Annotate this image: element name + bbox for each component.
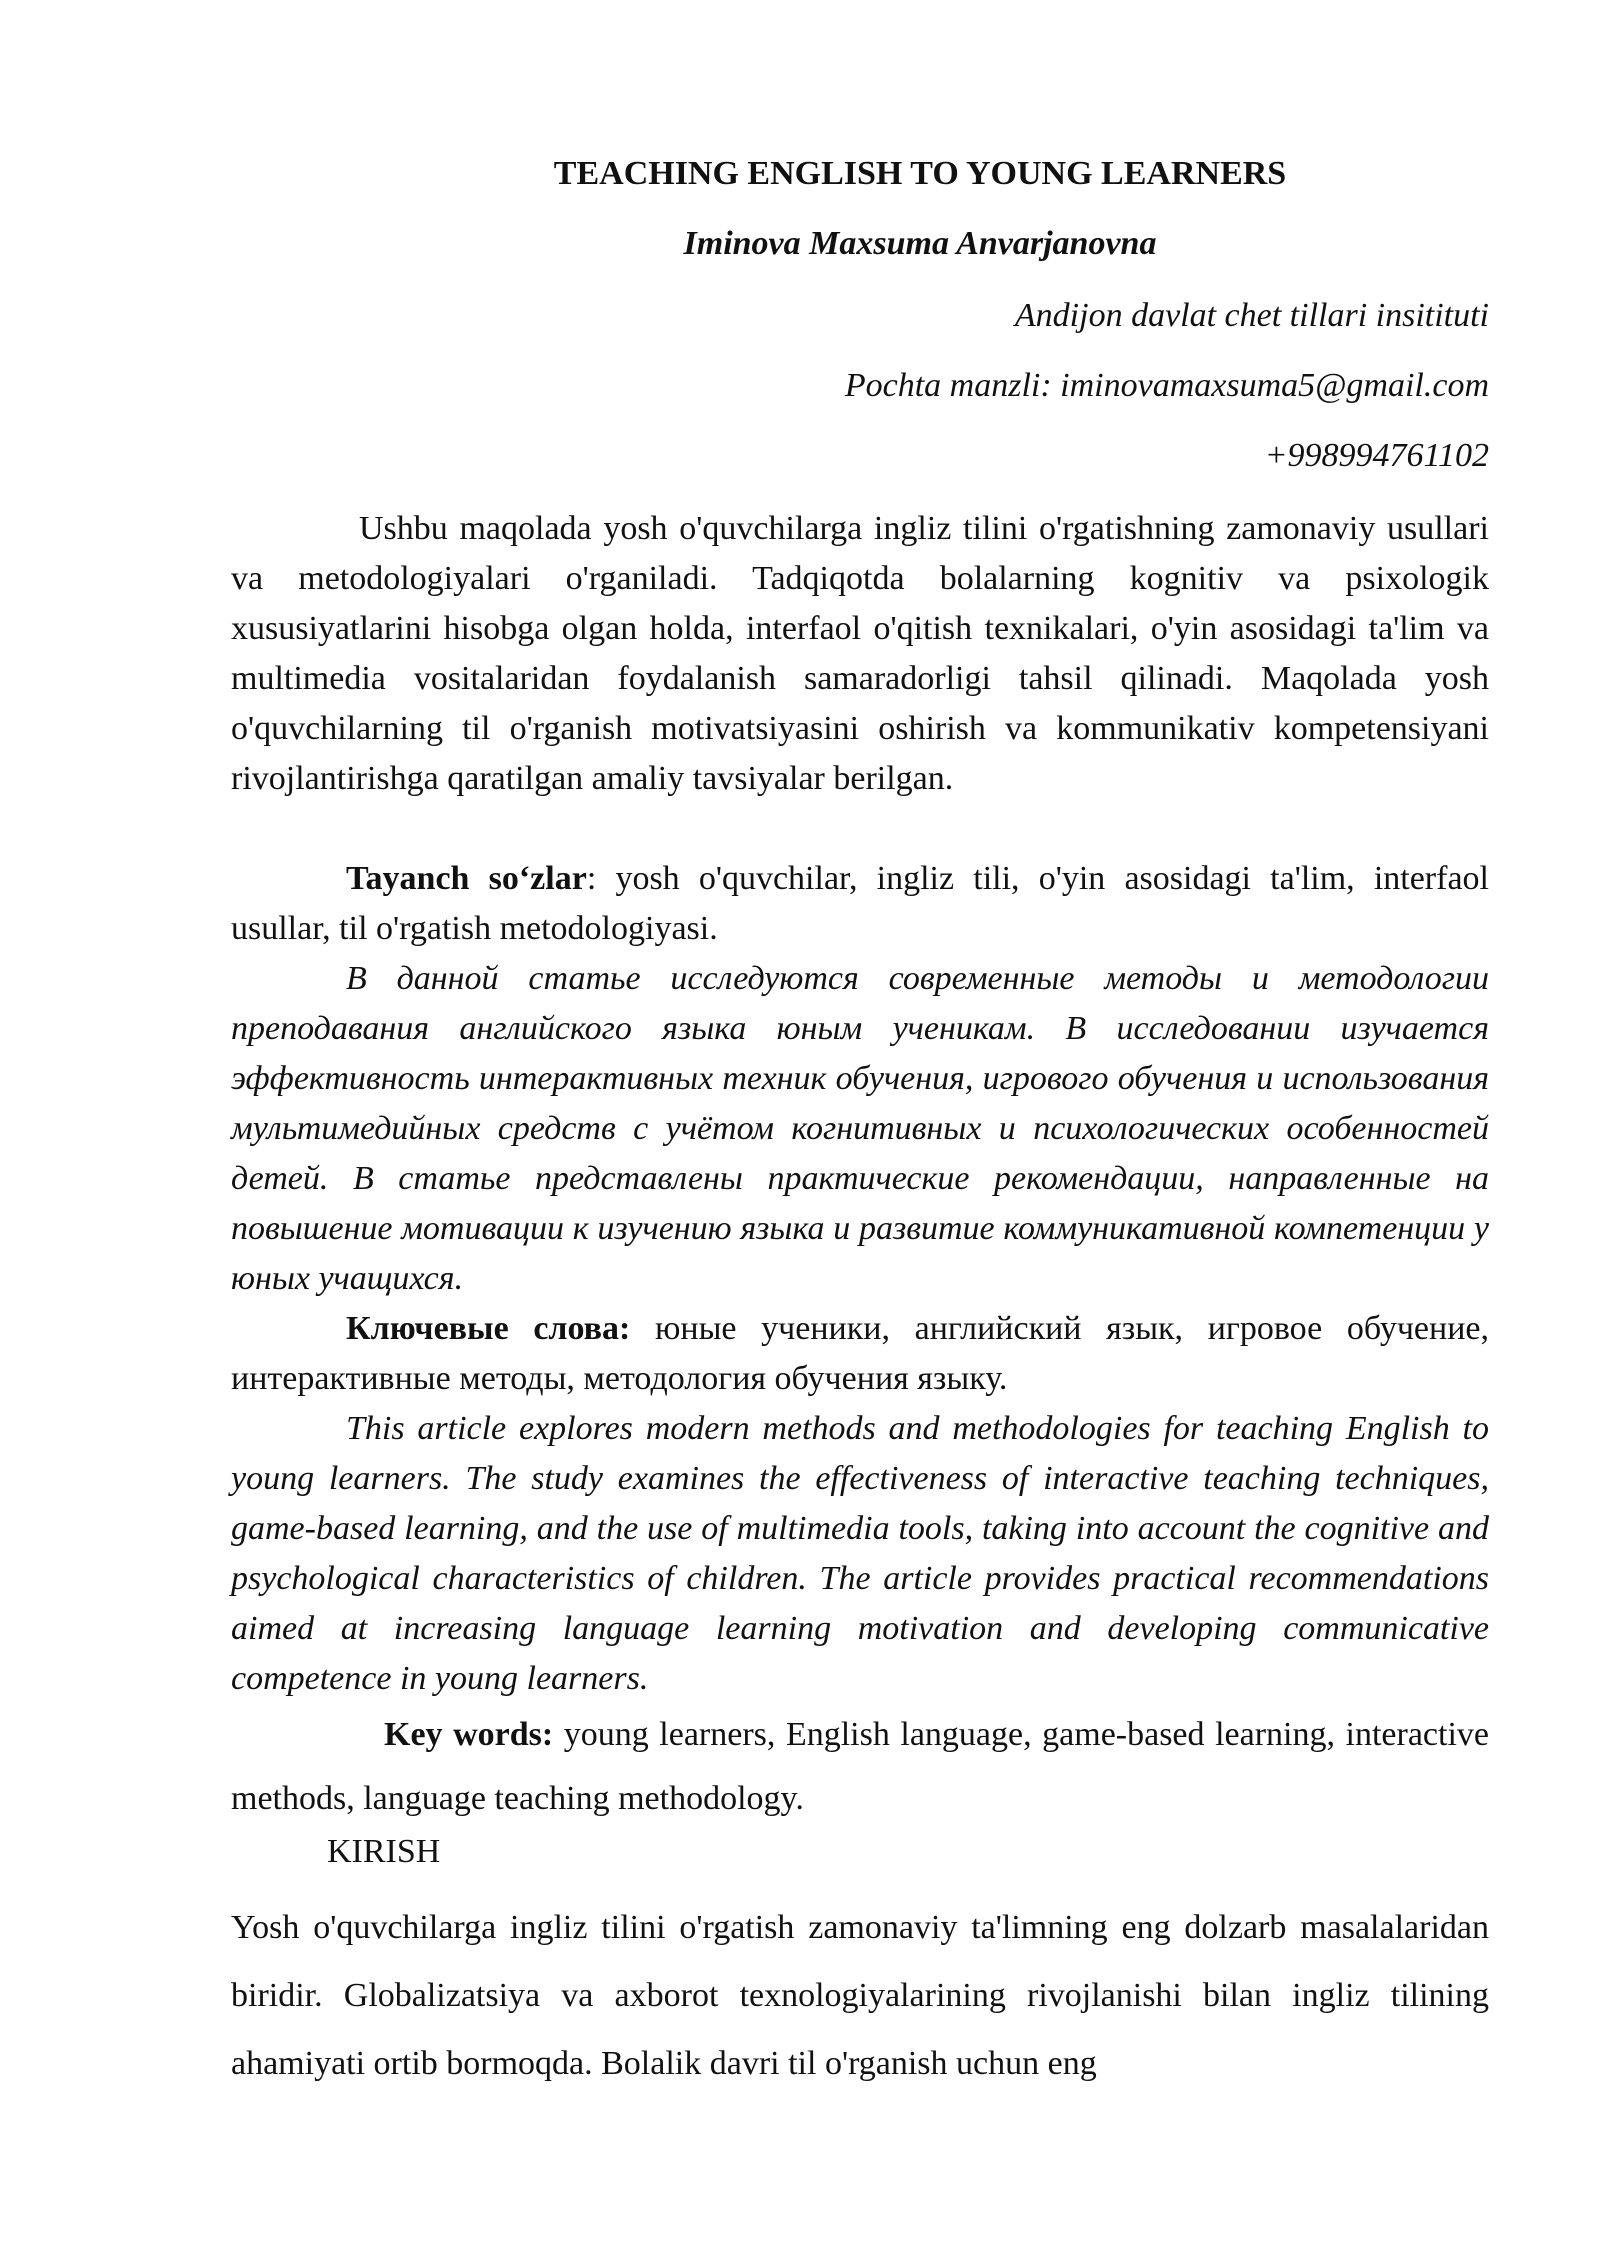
keywords-uzbek-label: Tayanch so‘zlar — [346, 860, 587, 897]
keywords-russian-text: юные ученики, английский язык, игровое обучение, интерактивные методы, методология обучения языку. — [231, 1310, 1490, 1397]
section-paragraph: Yosh o'quvchilarga ingliz tilini o'rgatish zamonaviy ta'limning eng dolzarb masalalaridan biridir. Globalizatsiya va axborot texnologiyalarining rivojlanishi bilan ingliz tilining ahamiyati ortib bormoqda. Bolalik davri til o'rganish uchun eng — [231, 1909, 1489, 2082]
keywords-english — [231, 1703, 1489, 1831]
author-name: Iminova Maxsuma Anvarjanovna — [683, 225, 1157, 262]
email-line: Pochta manzli: iminovamaxsuma5@gmail.com — [844, 367, 1489, 404]
keywords-english-text: young learners, English language, game-based learning, interactive methods, language teaching methodology. — [231, 1716, 1489, 1817]
abstract-uzbek: Ushbu maqolada yosh o'quvchilarga ingliz tilini o'rgatishning zamonaviy usullari va metodologiyalari o'rganiladi. Tadqiqotda bolalarning kognitiv va psixologik xususiyatlarini hisobga olgan holda, interfaol o'qitish texnikalari, o'yin asosidagi ta'lim va multimedia vositalaridan foydalanish samaradorligi tahsil qilinadi. Maqolada yosh o'quvchilarning til o'rganish motivatsiyasini oshirish va kommunikativ kompetensiyani rivojlantirishga qaratilgan amaliy tavsiyalar berilgan. — [231, 510, 1489, 797]
abstract-english: This article explores modern methods and methodologies for teaching English to young learners. The study examines the effectiveness of interactive teaching techniques, game-based learning, and the use of multimedia tools, taking into account the cognitive and psychological characteristics of children. The article provides practical recommendations aimed at increasing language learning motivation and developing communicative competence in young learners. — [231, 1410, 1489, 1697]
keywords-uzbek-text: : yosh o'quvchilar, ingliz tili, o'yin asosidagi ta'lim, interfaol usullar, til o'rgatish metodologiyasi. — [231, 860, 1489, 947]
keywords-english-label: Key words: — [384, 1716, 554, 1753]
section-heading: KIRISH — [327, 1833, 441, 1870]
phone-number: +998994761102 — [1264, 437, 1489, 474]
keywords-uzbek — [231, 854, 1489, 954]
keywords-russian — [231, 1304, 1489, 1404]
paper-title: TEACHING ENGLISH TO YOUNG LEARNERS — [553, 155, 1287, 192]
abstract-russian: В данной статье исследуются современные методы и методологии преподавания английского языка юным ученикам. В исследовании изучается эффективность интерактивных техник обучения, игрового обучения и использования мультимедийных средств с учётом когнитивных и психологических особенностей детей. В статье представлены практические рекомендации, направленные на повышение мотивации к изучению языка и развитие коммуникативной компетенции у юных учащихся. — [231, 960, 1489, 1297]
affiliation: Andijon davlat chet tillari insitituti — [1014, 297, 1489, 334]
keywords-russian-label: Ключевые слова: — [346, 1310, 631, 1347]
